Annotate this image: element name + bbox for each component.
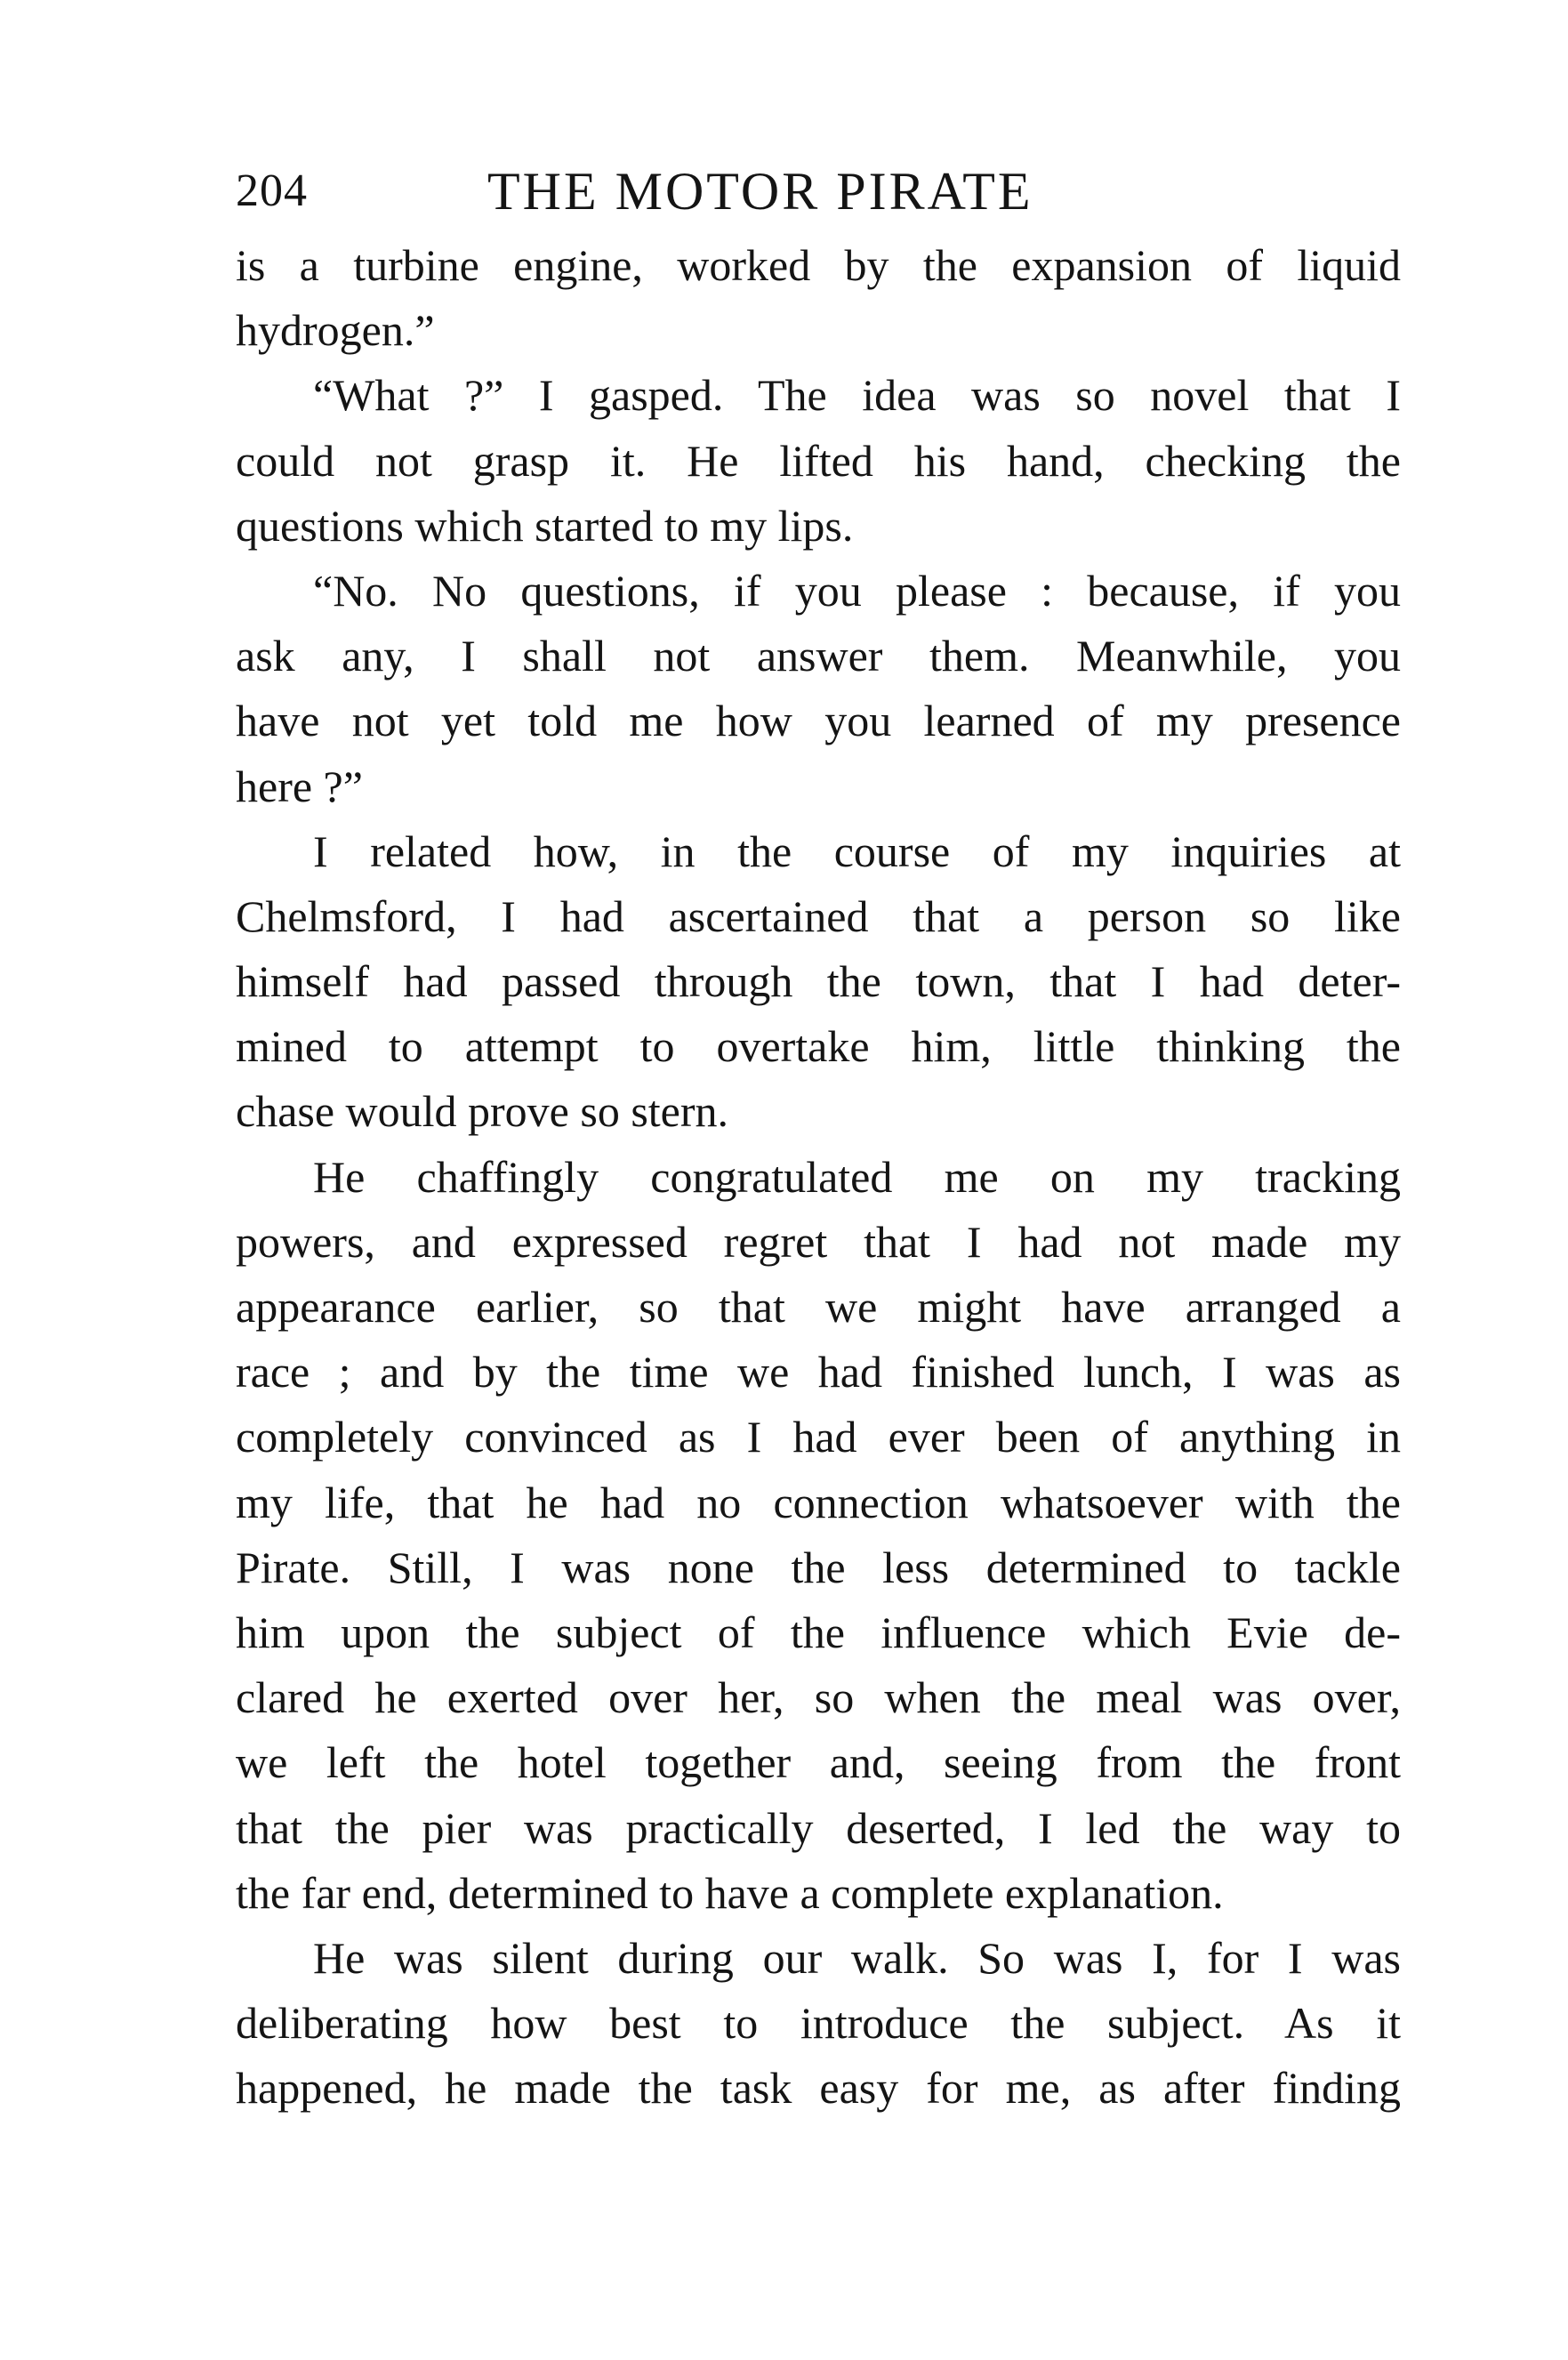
text-line: him upon the subject of the influence which Evie de- — [236, 1607, 1401, 1657]
text-line: mined to attempt to overtake him, little thinking the — [236, 1021, 1401, 1072]
text-line: He was silent during our walk. So was I, for I was — [313, 1932, 1401, 1983]
text-line: we left the hotel together and, seeing from the front — [236, 1737, 1401, 1788]
text-line: I related how, in the course of my inquiries at — [313, 826, 1401, 876]
text-line: is a turbine engine, worked by the expansion of liquid — [236, 240, 1401, 290]
text-line: deliberating how best to introduce the subject. As it — [236, 1998, 1401, 2049]
text-line: Pirate. Still, I was none the less determined to tackle — [236, 1542, 1401, 1592]
text-line: ask any, I shall not answer them. Meanwhile, you — [236, 631, 1401, 681]
text-line: completely convinced as I had ever been of anything in — [236, 1412, 1401, 1462]
text-line: chase would prove so stern. — [236, 1086, 729, 1137]
text-line: powers, and expressed regret that I had not made my — [236, 1216, 1401, 1267]
text-line: “What ?” I gasped. The idea was so novel that I — [313, 370, 1401, 421]
text-line: “No. No questions, if you please : because, if you — [313, 565, 1401, 616]
text-line: have not yet told me how you learned of my presence — [236, 696, 1401, 746]
text-line: my life, that he had no connection whatsoever with the — [236, 1477, 1401, 1527]
text-line: race ; and by the time we had finished lunch, I was as — [236, 1347, 1401, 1397]
text-line: here ?” — [236, 761, 363, 811]
text-line: He chaffingly congratulated me on my tracking — [313, 1151, 1401, 1202]
text-line: questions which started to my lips. — [236, 500, 854, 551]
text-line: could not grasp it. He lifted his hand, checking the — [236, 435, 1401, 486]
page-header — [236, 156, 1401, 227]
running-title: THE MOTOR PIRATE — [487, 162, 1033, 221]
text-line: hydrogen.” — [236, 305, 435, 356]
text-line: Chelmsford, I had ascertained that a person so like — [236, 890, 1401, 941]
text-line: appearance earlier, so that we might have arranged a — [236, 1282, 1401, 1332]
text-line: that the pier was practically deserted, I led the way to — [236, 1802, 1401, 1853]
text-line: himself had passed through the town, that I had deter- — [236, 956, 1401, 1007]
text-line: clared he exerted over her, so when the meal was over, — [236, 1672, 1401, 1723]
page-number: 204 — [236, 165, 308, 216]
text-line: happened, he made the task easy for me, as after finding — [236, 2063, 1401, 2114]
text-line: the far end, determined to have a complete explanation. — [236, 1867, 1224, 1918]
body-text — [236, 233, 1401, 2121]
